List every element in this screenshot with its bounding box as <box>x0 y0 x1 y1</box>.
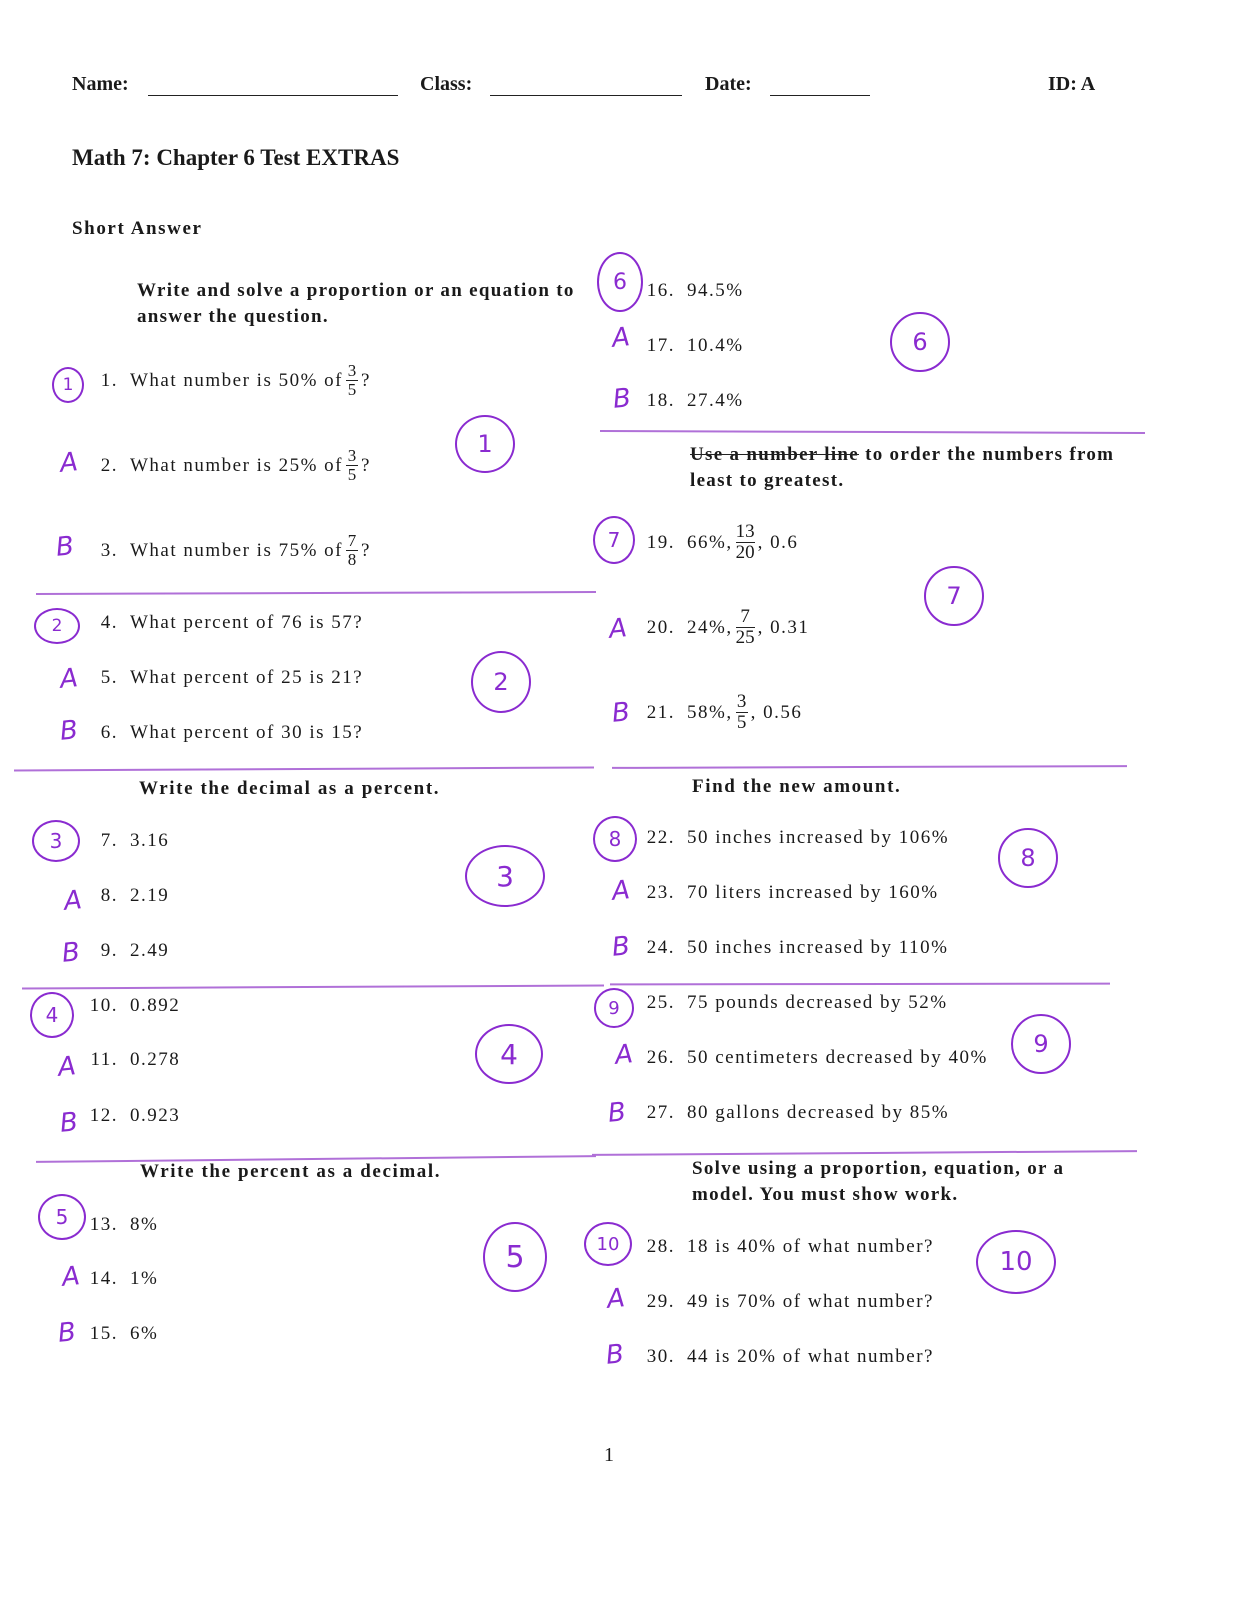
question-post: , 0.56 <box>750 701 803 723</box>
question-text: 10.4% <box>687 335 744 356</box>
group-divider <box>36 591 596 595</box>
date-label: Date: <box>705 73 752 95</box>
numerator: 3 <box>347 361 357 380</box>
question-number: 19. <box>646 531 675 553</box>
group-circle-large: 10 <box>976 1230 1056 1294</box>
question-19 <box>630 522 798 563</box>
question-16 <box>630 280 744 302</box>
question-number: 15. <box>89 1323 118 1344</box>
question-text: 2.19 <box>130 885 170 906</box>
question-number: 17. <box>646 335 675 356</box>
group-circle-small: 7 <box>593 516 635 564</box>
question-number: 27. <box>646 1102 675 1123</box>
question-text: 49 is 70% of what number? <box>687 1291 934 1312</box>
group-circle-small: 6 <box>597 252 643 312</box>
question-text: 0.923 <box>130 1105 181 1126</box>
question-text: 18 is 40% of what number? <box>687 1236 934 1257</box>
instruction-pct-to-dec: Write the percent as a decimal. <box>140 1161 442 1182</box>
question-text: 1% <box>130 1268 159 1289</box>
group-circle-small: 1 <box>52 367 84 403</box>
group-divider <box>600 430 1145 434</box>
question-number: 21. <box>646 701 675 723</box>
question-number: 29. <box>646 1291 675 1312</box>
question-number: 7. <box>100 830 118 851</box>
instruction-rest: to order the numbers from least to greatest. <box>690 444 1115 491</box>
question-2 <box>80 447 371 484</box>
version-mark-a: A <box>610 875 632 907</box>
question-7 <box>80 830 169 852</box>
question-number: 30. <box>646 1346 675 1367</box>
question-number: 24. <box>646 937 675 958</box>
group-circle-large: 9 <box>1011 1014 1071 1074</box>
name-label: Name: <box>72 73 129 95</box>
class-blank[interactable] <box>490 95 682 96</box>
instruction-new-amount: Find the new amount. <box>692 776 902 797</box>
question-number: 16. <box>646 280 675 301</box>
group-divider <box>612 765 1127 769</box>
question-13 <box>80 1214 158 1236</box>
group-circle-small: 2 <box>34 608 80 644</box>
group-circle-large: 3 <box>465 845 545 907</box>
numerator: 3 <box>347 446 357 465</box>
group-circle-large: 2 <box>471 651 531 713</box>
version-mark-b: B <box>610 931 632 963</box>
group-circle-small: 4 <box>30 992 74 1038</box>
group-circle-large: 1 <box>455 415 515 473</box>
question-end: ? <box>361 369 371 391</box>
denominator: 5 <box>736 712 747 733</box>
group-circle-small: 9 <box>594 988 634 1028</box>
question-number: 6. <box>100 722 118 743</box>
question-11 <box>80 1049 180 1071</box>
denominator: 5 <box>347 380 357 399</box>
question-text: What percent of 30 is 15? <box>130 722 364 743</box>
question-text: 94.5% <box>687 280 744 301</box>
instruction-solve-show: Solve using a proportion, equation, or a model. You must show work. <box>692 1158 1065 1205</box>
id-label: ID: A <box>1048 73 1096 95</box>
version-mark-b: B <box>56 1317 78 1349</box>
question-12 <box>80 1105 180 1127</box>
question-post: , 0.31 <box>757 616 810 638</box>
question-text: What number is 75% of <box>130 539 344 561</box>
question-text: 6% <box>130 1323 159 1344</box>
question-text: 50 inches increased by 110% <box>687 937 949 958</box>
question-18 <box>630 390 744 412</box>
version-mark-a: A <box>607 613 629 645</box>
fraction <box>736 607 755 648</box>
question-text: 3.16 <box>130 830 170 851</box>
question-post: , 0.6 <box>757 531 799 553</box>
version-mark-a: A <box>58 663 80 695</box>
question-number: 8. <box>100 885 118 906</box>
group-divider <box>14 766 594 771</box>
fraction <box>346 532 358 569</box>
version-mark-a: A <box>62 885 84 917</box>
group-circle-large: 6 <box>890 312 950 372</box>
question-text: 0.278 <box>130 1049 181 1070</box>
denominator: 8 <box>347 550 357 569</box>
version-mark-b: B <box>610 697 632 729</box>
group-circle-small: 5 <box>38 1194 86 1240</box>
denominator: 5 <box>347 465 357 484</box>
question-text: 0.892 <box>130 995 181 1016</box>
question-text: 8% <box>130 1214 159 1235</box>
question-1 <box>80 362 371 399</box>
page-title: Math 7: Chapter 6 Test EXTRAS <box>72 145 400 170</box>
question-number: 22. <box>646 827 675 848</box>
question-number: 9. <box>100 940 118 961</box>
version-mark-b: B <box>54 531 76 563</box>
question-30 <box>630 1346 934 1368</box>
group-circle-large: 4 <box>475 1024 543 1084</box>
fraction <box>736 692 748 733</box>
question-text: What percent of 25 is 21? <box>130 667 364 688</box>
question-number: 13. <box>89 1214 118 1235</box>
question-number: 1. <box>100 369 118 391</box>
version-mark-a: A <box>60 1261 82 1293</box>
question-text: What percent of 76 is 57? <box>130 612 364 633</box>
question-17 <box>630 335 744 357</box>
question-26 <box>630 1047 988 1069</box>
question-28 <box>630 1236 934 1258</box>
section-heading: Short Answer <box>72 218 203 239</box>
question-text: 44 is 20% of what number? <box>687 1346 934 1367</box>
question-number: 11. <box>90 1049 118 1070</box>
question-number: 14. <box>89 1268 118 1289</box>
question-27 <box>630 1102 949 1124</box>
numerator: 3 <box>736 691 747 712</box>
question-10 <box>80 995 180 1017</box>
question-20 <box>630 607 809 648</box>
version-mark-b: B <box>606 1097 628 1129</box>
question-number: 23. <box>646 882 675 903</box>
question-pre: 24%, <box>687 616 733 638</box>
version-mark-b: B <box>60 937 82 969</box>
question-23 <box>630 882 939 904</box>
instruction-dec-to-pct: Write the decimal as a percent. <box>139 778 441 799</box>
denominator: 25 <box>735 627 755 648</box>
question-14 <box>80 1268 158 1290</box>
question-text: 70 liters increased by 160% <box>687 882 939 903</box>
date-blank[interactable] <box>770 95 870 96</box>
version-mark-a: A <box>56 1051 78 1083</box>
fraction <box>736 522 755 563</box>
question-end: ? <box>361 539 371 561</box>
group-circle-large: 8 <box>998 828 1058 888</box>
denominator: 20 <box>735 542 755 563</box>
question-pre: 58%, <box>687 701 733 723</box>
version-mark-a: A <box>58 447 80 479</box>
numerator: 7 <box>347 531 357 550</box>
question-text: 50 centimeters decreased by 40% <box>687 1047 988 1068</box>
question-text: 80 gallons decreased by 85% <box>687 1102 950 1123</box>
group-circle-small: 8 <box>593 816 637 862</box>
question-number: 5. <box>100 667 118 688</box>
class-label: Class: <box>420 73 473 95</box>
question-number: 25. <box>646 992 675 1013</box>
struck-text: Use a number line <box>690 444 860 465</box>
question-text: What number is 25% of <box>130 454 344 476</box>
group-circle-large: 5 <box>483 1222 547 1292</box>
group-divider <box>22 984 604 989</box>
page-number: 1 <box>604 1444 614 1466</box>
numerator: 13 <box>735 521 755 542</box>
numerator: 7 <box>740 606 750 627</box>
version-mark-b: B <box>58 715 80 747</box>
question-6 <box>80 722 363 744</box>
question-number: 28. <box>646 1236 675 1257</box>
question-number: 20. <box>646 616 675 638</box>
question-pre: 66%, <box>687 531 733 553</box>
question-text: 50 inches increased by 106% <box>687 827 950 848</box>
question-text: 2.49 <box>130 940 170 961</box>
question-22 <box>630 827 949 849</box>
group-circle-small: 10 <box>584 1222 632 1266</box>
version-mark-b: B <box>611 383 633 415</box>
name-blank[interactable] <box>148 95 398 96</box>
instruction-number-line <box>690 442 1120 494</box>
version-mark-a: A <box>605 1283 627 1315</box>
fraction <box>346 362 358 399</box>
group-divider <box>610 983 1110 986</box>
group-circle-small: 3 <box>32 820 80 862</box>
question-number: 2. <box>100 454 118 476</box>
question-24 <box>630 937 948 959</box>
question-29 <box>630 1291 934 1313</box>
version-mark-a: A <box>610 322 632 354</box>
question-5 <box>80 667 363 689</box>
question-15 <box>80 1323 158 1345</box>
question-number: 4. <box>100 612 118 633</box>
question-8 <box>80 885 169 907</box>
question-number: 12. <box>89 1105 118 1126</box>
question-text: What number is 50% of <box>130 369 344 391</box>
instruction-proportion: Write and solve a proportion or an equation to answer the question. <box>137 280 575 327</box>
question-21 <box>630 692 802 733</box>
question-text: 75 pounds decreased by 52% <box>687 992 948 1013</box>
question-end: ? <box>361 454 371 476</box>
question-25 <box>630 992 948 1014</box>
version-mark-b: B <box>58 1107 80 1139</box>
question-4 <box>80 612 363 634</box>
fraction <box>346 447 358 484</box>
version-mark-a: A <box>613 1039 635 1071</box>
question-3 <box>80 532 371 569</box>
question-9 <box>80 940 169 962</box>
question-number: 26. <box>646 1047 675 1068</box>
question-number: 10. <box>89 995 118 1016</box>
question-number: 3. <box>100 539 118 561</box>
group-circle-large: 7 <box>924 566 984 626</box>
question-number: 18. <box>646 390 675 411</box>
version-mark-b: B <box>604 1339 626 1371</box>
question-text: 27.4% <box>687 390 744 411</box>
